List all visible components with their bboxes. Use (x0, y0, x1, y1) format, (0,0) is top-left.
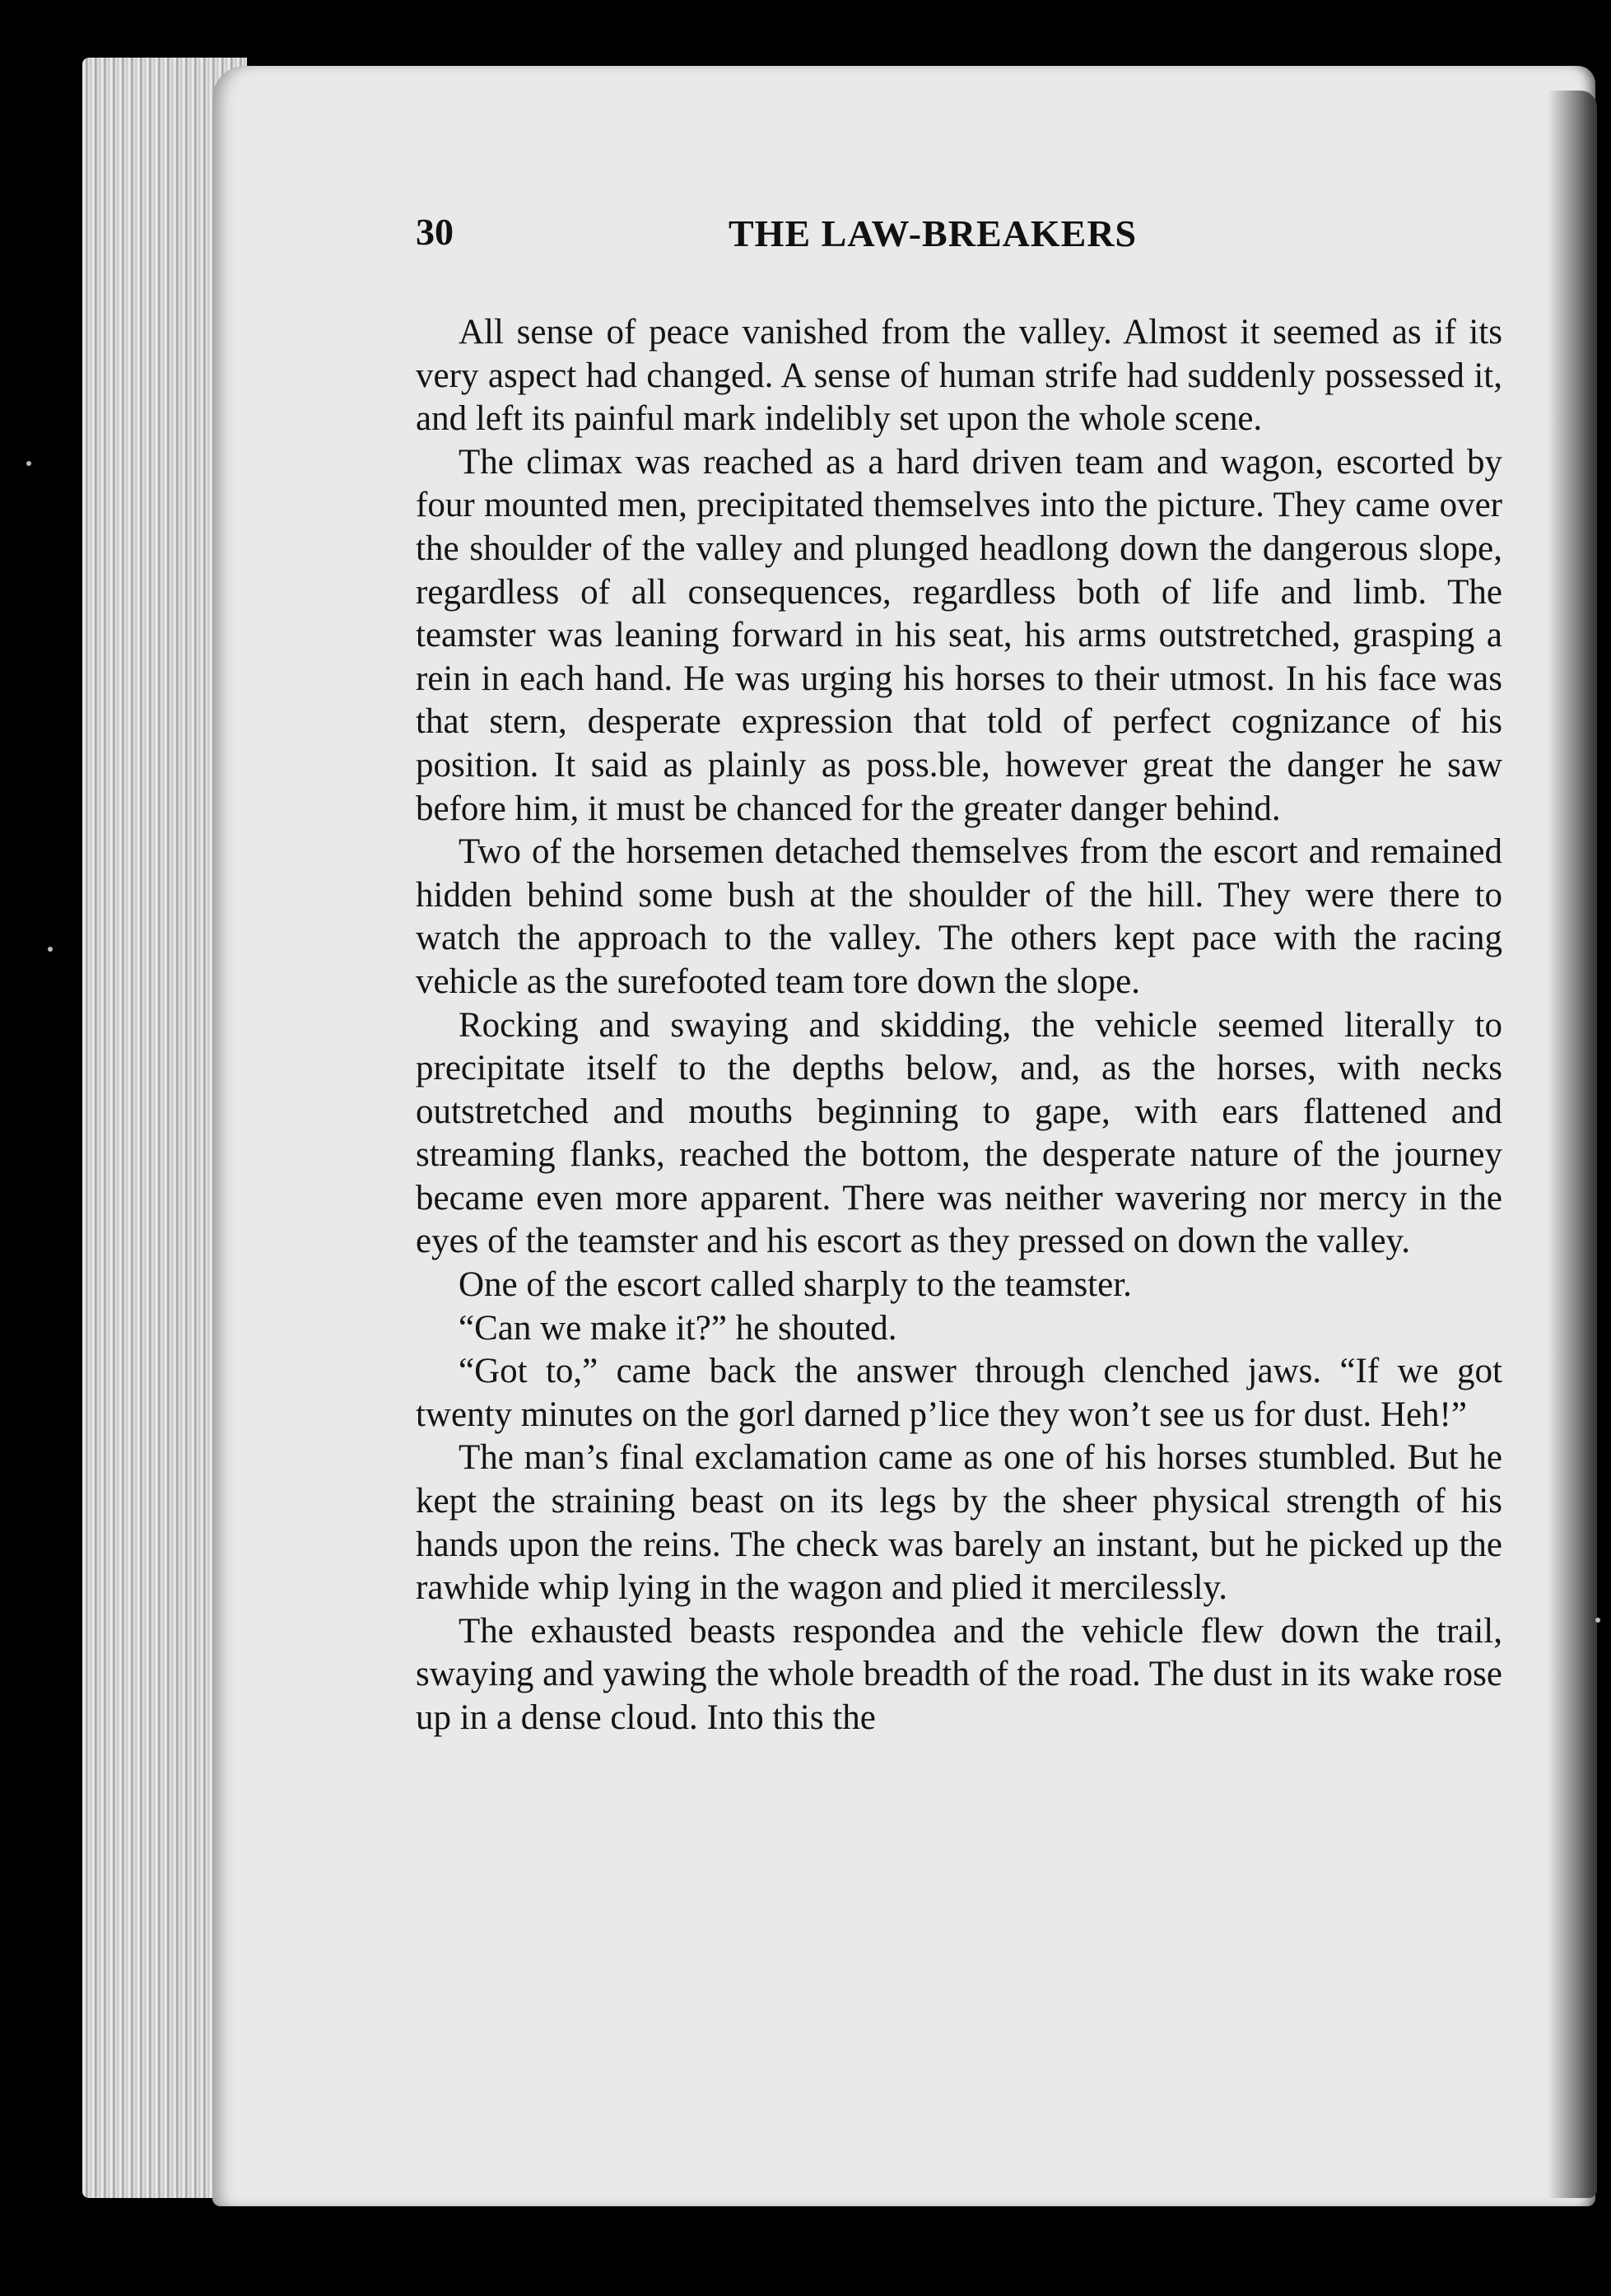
scan-speck (1595, 1618, 1600, 1623)
paragraph: Rocking and swaying and skidding, the vehicle seemed literally to precipitate itself to the depths below, and, as the horses, with necks outstretched and mouths beginning to gape, with ears flattened and streaming flanks, reached the bottom, the desperate nature of the journey became even more apparent. There was neither wavering nor mercy in the eyes of the teamster and his escort as they pressed on down the valley. (416, 1005, 1502, 1261)
paragraph: The exhausted beasts respondea and the vehicle flew down the trail, swaying and yawing the whole breadth of the road. The dust in its wake rose up in a dense cloud. Into this the (416, 1611, 1502, 1737)
page-header (416, 210, 1519, 276)
paragraph: Two of the horsemen detached themselves from the escort and remained hidden behind some bush at the shoulder of the hill. They were there to watch the approach to the valley. The others kept pace with the racing vehicle as the surefooted team tore down the slope. (416, 832, 1502, 1001)
paragraph: “Can we make it?” he shouted. (459, 1308, 897, 1348)
paragraph: One of the escort called sharply to the teamster. (459, 1265, 1132, 1305)
paragraph: The climax was reached as a hard driven team and wagon, escorted by four mounted men, precipitated themselves into the picture. They came over the shoulder of the valley and plunged headlong down the dangerous slope, regardless of all consequences, regardless both of life and limb. The teamster was leaning forward in his seat, his arms outstretched, grasping a rein in each hand. He was urging his horses to their utmost. In his face was that stern, desperate expression that told of perfect cognizance of his position. It said as plainly as poss.ble, however great the danger he saw before him, it must be chanced for the greater danger behind. (416, 442, 1502, 828)
page-gutter-shadow (1548, 91, 1597, 2198)
running-head: THE LAW-BREAKERS (729, 212, 1138, 254)
scan-speck (48, 947, 53, 952)
body-text (416, 311, 1502, 1740)
paragraph: All sense of peace vanished from the valley. Almost it seemed as if its very aspect had changed. A sense of human strife had suddenly possessed it, and left its painful mark indelibly set upon the whole scene. (416, 313, 1502, 439)
scan-speck (26, 461, 31, 466)
paragraph: “Got to,” came back the answer through clenched jaws. “If we got twenty minutes on the gorl darned p’lice they won’t see us for dust. Heh!” (416, 1352, 1502, 1434)
paragraph: The man’s final exclamation came as one of his horses stumbled. But he kept the straining beast on its legs by the sheer physical strength of his hands upon the reins. The check was barely an instant, but he picked up the rawhide whip lying in the wagon and plied it mercilessly. (416, 1438, 1502, 1608)
page-number: 30 (416, 211, 454, 253)
